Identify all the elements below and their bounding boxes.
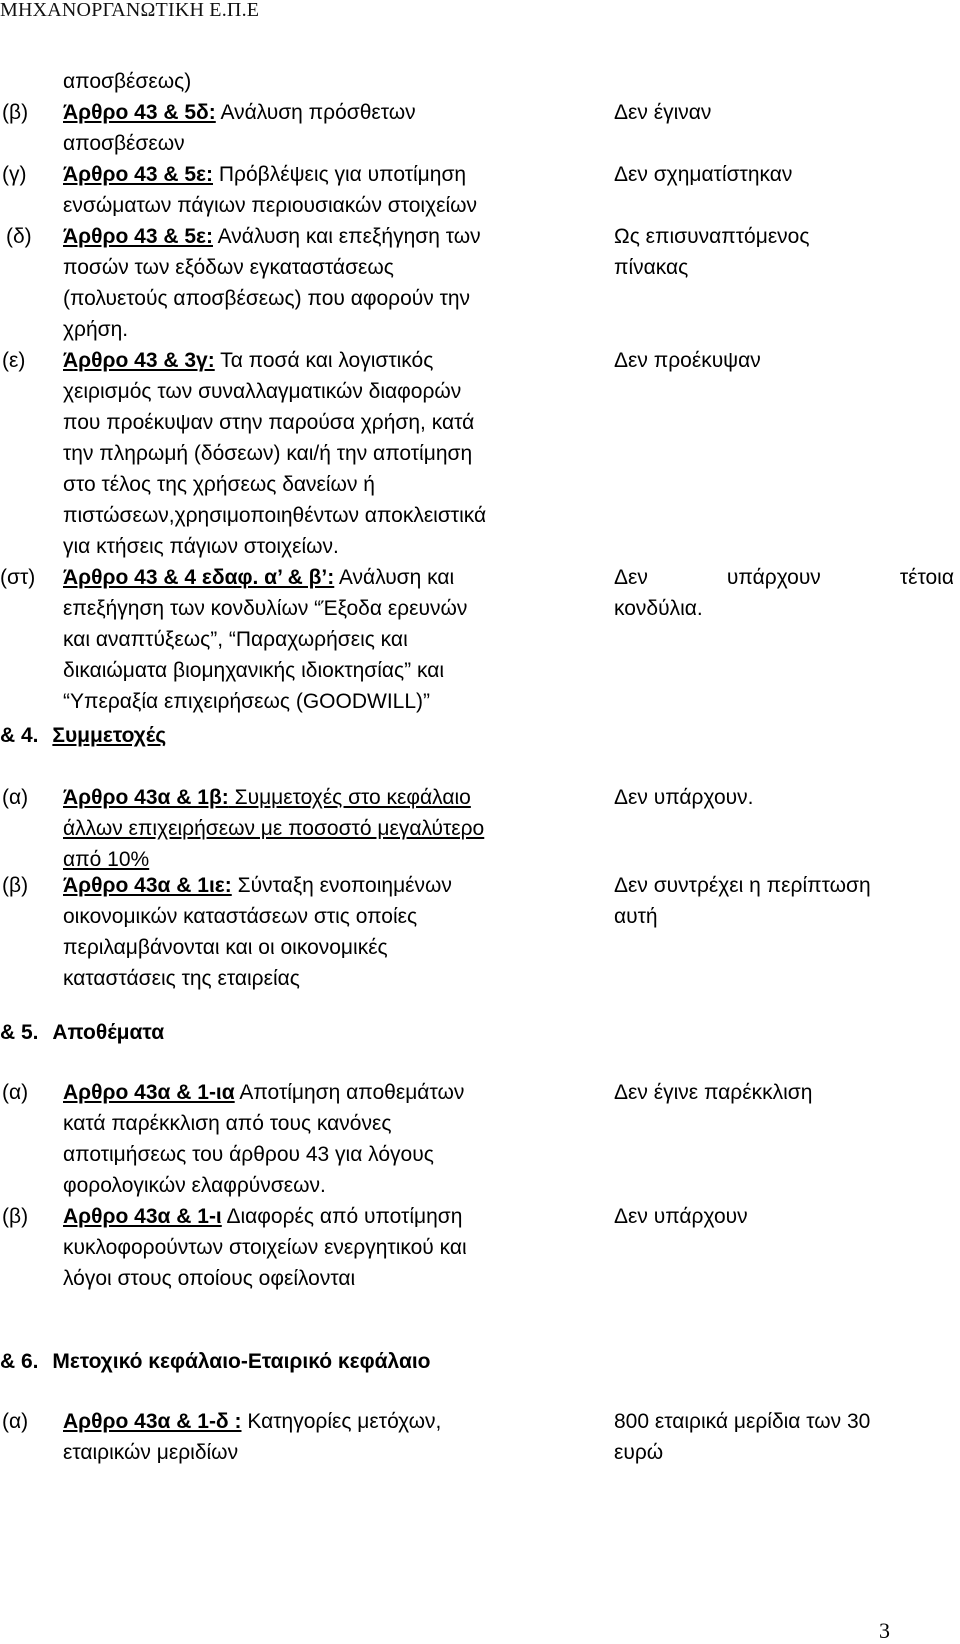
item-label: (α) [2,1410,29,1433]
item-description: Αρθρο 43α & 1-δ : Κατηγορίες μετόχων, εταιρικών μεριδίων [63,1410,442,1464]
item-description: Άρθρο 43 & 5δ: Ανάλυση πρόσθετων αποσβέσεων [63,101,416,155]
item-status: Δεν προέκυψαν [614,349,761,372]
item-status: Δεν υπάρχουν τέτοια κονδύλια. [614,566,954,620]
item-description: Αρθρο 43α & 1-ια Αποτίμηση αποθεμάτων κατά παρέκκλιση από τους κανόνες αποτιμήσεως του άρθρου 43 για λόγους φορολογικών ελαφρύνσεων. [63,1081,465,1197]
article-ref: Άρθρο 43 & 5ε: [63,163,213,186]
document-header: ΜΗΧΑΝΟΡΓΑΝΩΤΙΚΗ Ε.Π.Ε [0,0,260,21]
item-description: Άρθρο 43 & 5ε: Πρόβλέψεις για υποτίμηση ενσώματων πάγιων περιουσιακών στοιχείων [63,163,478,217]
article-ref: Άρθρο 43α & 1β: [63,786,229,809]
article-ref: Άρθρο 43α & 1ιε: [63,874,232,897]
section-6-items [0,1406,960,1476]
section-heading-6: & 6. Μετοχικό κεφάλαιο-Εταιρικό κεφάλαιο [0,1350,431,1373]
item-label: (γ) [2,163,27,186]
article-ref: Αρθρο 43α & 1-ια [63,1081,235,1104]
item-description: Άρθρο 43α & 1β: Συμμετοχές στο κεφάλαιο άλλων επιχειρήσεων με ποσοστό μεγαλύτερο από 10% [63,786,485,871]
item-label: (α) [2,786,29,809]
item-label: (στ) [0,566,36,589]
section-heading-5: & 5. Αποθέματα [0,1021,165,1044]
article-ref: Άρθρο 43 & 5δ: [63,101,216,124]
item-status: Δεν συντρέχει η περίπτωση αυτή [614,874,871,928]
item-status: 800 εταιρικά μερίδια των 30 ευρώ [614,1410,871,1464]
item-label: (β) [2,101,29,124]
item-description: Άρθρο 43 & 3γ: Τα ποσά και λογιστικός χειρισμός των συναλλαγματικών διαφορών που προέκυψαν στην παρούσα χρήση, κατά την πληρωμή (δόσεων) και/ή την αποτίμηση στο τέλος της χρήσεως δανείων ή πιστώσεων,χρησιμοποιηθέντων αποκλειστικά για κτήσεις πάγιων στοιχείων. [63,349,487,558]
item-status: Ως επισυναπτόμενος πίνακας [614,225,810,279]
item-status: Δεν υπάρχουν. [614,786,754,809]
item-label: (β) [2,874,29,897]
section-title: Αποθέματα [52,1021,165,1044]
item-description: Άρθρο 43α & 1ιε: Σύνταξη ενοποιημένων οικονομικών καταστάσεων στις οποίες περιλαμβάνονται και οι οικονομικές καταστάσεις της εταιρείας [63,874,452,990]
item-label: (ε) [2,349,26,372]
item-label: (β) [2,1205,29,1228]
article-ref: Άρθρο 43 & 3γ: [63,349,215,372]
section-5-items [0,1077,960,1290]
item-description: Άρθρο 43 & 4 εδαφ. α’ & β’: Ανάλυση και επεξήγηση των κονδυλίων “Έξοδα ερευνών και αναπτύξεως”, “Παραχωρήσεις και δικαιώματα βιομηχανικής ιδιοκτησίας” και “Υπεραξία επιχειρήσεως (GOODWILL)” [63,566,468,713]
item-label: (α) [2,1081,29,1104]
page-number: 3 [879,1618,890,1643]
item-status: Δεν υπάρχουν [614,1205,748,1228]
item-description: Άρθρο 43 & 5ε: Ανάλυση και επεξήγηση των ποσών των εξόδων εγκαταστάσεως (πολυετούς αποσβέσεως) που αφορούν την χρήση. [63,225,481,341]
section-title: Μετοχικό κεφάλαιο-Εταιρικό κεφάλαιο [52,1350,431,1373]
section-title: Συμμετοχές [52,724,167,747]
section-heading-4: & 4. Συμμετοχές [0,724,167,747]
article-ref: Αρθρο 43α & 1-ι [63,1205,222,1228]
item-status: Δεν σχηματίστηκαν [614,163,793,186]
item-description: Αρθρο 43α & 1-ι Διαφορές από υποτίμηση κυκλοφορούντων στοιχείων ενεργητικού και λόγοι στους οποίους οφείλονται [63,1205,467,1290]
pre-line: αποσβέσεως) [63,70,192,93]
article-ref: Αρθρο 43α & 1-δ : [63,1410,242,1433]
item-status: Δεν έγιναν [614,101,712,124]
notes-block-top [0,66,960,713]
item-status: Δεν έγινε παρέκκλιση [614,1081,813,1104]
article-ref: Άρθρο 43 & 5ε: [63,225,213,248]
article-ref: Άρθρο 43 & 4 εδαφ. α’ & β’: [63,566,335,589]
section-4-items [0,782,960,1012]
item-label: (δ) [6,225,32,248]
